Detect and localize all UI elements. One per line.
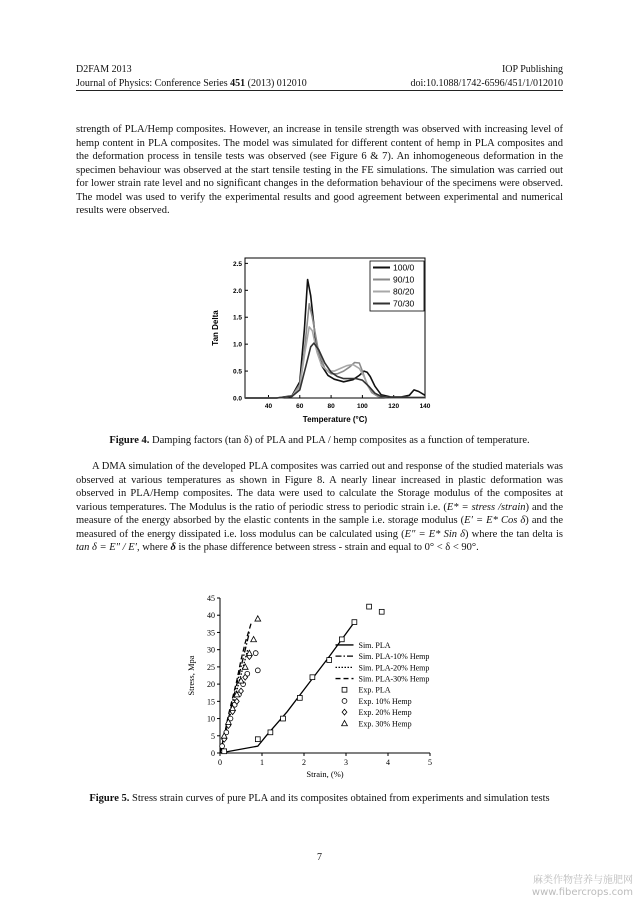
journal-citation xyxy=(76,77,307,90)
fig4-x-tick-label: 120 xyxy=(388,403,400,410)
page-number: 7 xyxy=(317,852,322,863)
fig5-marker-circle xyxy=(253,651,258,656)
watermark-line-2: www.fibercrops.com xyxy=(531,887,633,898)
fig4-legend-label: 80/20 xyxy=(393,286,415,297)
fig5-marker-circle xyxy=(255,668,260,673)
fig4-legend-label: 70/30 xyxy=(393,298,415,309)
fig5-legend-label: Sim. PLA-10% Hemp xyxy=(358,652,430,662)
figure-5-chart xyxy=(180,590,470,780)
p2-formula-complex-modulus: E* = stress /strain xyxy=(446,501,526,513)
fig4-y-tick-label: 1.0 xyxy=(232,341,242,349)
journal-year-article: (2013) 012010 xyxy=(245,78,307,89)
fig5-marker-square xyxy=(268,730,273,735)
journal-volume: 451 xyxy=(230,78,246,89)
fig5-marker-square xyxy=(255,737,260,742)
fig5-marker-circle xyxy=(342,699,347,704)
doi: doi:10.1088/1742-6596/451/1/012010 xyxy=(410,78,563,89)
fig5-legend-label: Sim. PLA xyxy=(358,640,391,650)
fig5-y-tick-label: 20 xyxy=(207,680,215,690)
fig4-legend-label: 90/10 xyxy=(393,274,415,285)
fig5-marker-triangle xyxy=(342,720,348,725)
journal-name: Journal of Physics: Conference Series xyxy=(76,78,231,89)
fig5-y-tick-label: 45 xyxy=(207,594,215,603)
p2-text-2: ) and the measure of the energy absorbed by the elastic contents in the sample i.e. storage modulus ( xyxy=(76,501,563,526)
p2-text-1: A DMA simulation of the developed PLA composites was carried out and response of the studied materials was observed at various temperatures as shown in Figure 8. A nearly linear increased in plastic deformation was observed in PLA/Hemp composites. The data were used to calculate the Storage modulus of the composites at various temperatures. The Modulus is the ratio of periodic stress to periodic strain i.e. ( xyxy=(76,461,563,513)
publisher-name: IOP Publishing xyxy=(501,64,563,75)
fig5-x-tick-label: 5 xyxy=(428,758,432,767)
fig4-legend-label: 100/0 xyxy=(393,262,415,273)
fig5-legend-label: Exp. 30% Hemp xyxy=(358,719,412,729)
fig5-legend-label: Exp. PLA xyxy=(358,685,391,695)
p2-text-4: ) where the tan delta is xyxy=(465,528,563,540)
figure-4-caption xyxy=(76,434,563,448)
fig4-series-line xyxy=(245,327,425,398)
fig5-marker-square xyxy=(342,687,347,692)
figure-5-caption xyxy=(76,792,563,806)
fig5-x-tick-label: 2 xyxy=(302,758,306,767)
fig5-x-tick-label: 0 xyxy=(218,758,222,767)
p2-text-3: ) and the measured of the energy dissipated i.e. loss modulus can be calculated using ( xyxy=(76,515,563,540)
fig4-y-tick-label: 0.0 xyxy=(232,395,242,403)
fig5-y-tick-label: 0 xyxy=(211,749,215,758)
body-paragraph-1: strength of PLA/Hemp composites. However, an increase in tensile strength was observed with increasing level of hemp content in PLA composites. The model was simulated for different content of hemp in PLA composites and the deformation process in tensile tests was observed (see Figure 6 & 7). An inhomogeneous deformation in the specimen behaviour was observed at the start tensile testing in the FE simulations. The simulation was carried out for lower strain rate level and no significant changes in the deformation behaviour of the specimens were observed. The model was used to verify the experimental results and good agreement between experimental and numerical results were observed. xyxy=(76,124,563,216)
fig5-series-line xyxy=(220,622,354,753)
fig4-x-axis-label: Temperature (°C) xyxy=(302,415,368,424)
fig4-y-tick-label: 2.0 xyxy=(232,287,242,295)
fig5-marker-square xyxy=(310,675,315,680)
fig4-y-tick-label: 1.5 xyxy=(232,314,242,322)
header-rule xyxy=(76,90,563,91)
fig5-y-axis-label: Stress, Mpa xyxy=(186,655,196,696)
fig5-x-tick-label: 3 xyxy=(344,758,348,767)
fig5-marker-square xyxy=(222,749,227,754)
fig5-y-tick-label: 30 xyxy=(207,645,215,655)
body-paragraph-2 xyxy=(76,460,563,555)
p2-formula-tan-delta: tan δ = E″ / E′ xyxy=(76,542,137,553)
fig5-x-tick-label: 1 xyxy=(260,758,264,767)
fig5-x-tick-label: 4 xyxy=(386,758,390,767)
p2-text-6: is the phase difference between stress - strain and equal to 0° < δ < 90°. xyxy=(175,542,479,553)
fig4-y-tick-label: 0.5 xyxy=(232,368,242,376)
fig5-y-tick-label: 25 xyxy=(207,662,215,672)
fig5-y-tick-label: 5 xyxy=(211,731,215,741)
fig4-x-tick-label: 100 xyxy=(356,403,368,410)
figure-4-caption-text: Damping factors (tan δ) of PLA and PLA / hemp composites as a function of temperature. xyxy=(149,435,530,446)
fig4-series-line xyxy=(245,304,425,398)
p2-formula-storage-modulus: E′ = E* Cos δ xyxy=(464,515,526,526)
fig5-marker-square xyxy=(379,609,384,614)
fig5-legend-label: Sim. PLA-30% Hemp xyxy=(358,674,430,684)
fig5-y-tick-label: 10 xyxy=(207,714,215,724)
fig5-legend-label: Sim. PLA-20% Hemp xyxy=(358,663,430,673)
figure-4-label: Figure 4. xyxy=(109,435,150,446)
fig5-y-tick-label: 40 xyxy=(207,611,215,621)
fig5-marker-triangle xyxy=(255,616,261,621)
p2-text-5: , where xyxy=(136,542,171,553)
watermark xyxy=(532,875,633,899)
fig4-x-tick-label: 60 xyxy=(296,403,304,410)
fig5-y-tick-label: 35 xyxy=(207,628,215,638)
fig5-marker-diamond xyxy=(342,709,347,715)
fig4-y-tick-label: 2.5 xyxy=(232,260,242,268)
fig5-marker-square xyxy=(367,604,372,609)
fig5-marker-triangle xyxy=(251,636,257,641)
fig4-x-tick-label: 80 xyxy=(327,403,335,410)
fig5-marker-square xyxy=(352,620,357,625)
conference-name: D2FAM 2013 xyxy=(76,64,132,75)
fig5-marker-square xyxy=(339,637,344,642)
figure-4-chart xyxy=(200,248,440,428)
p2-delta-symbol: δ xyxy=(170,542,176,553)
fig5-marker-square xyxy=(327,658,332,663)
fig5-legend-label: Exp. 10% Hemp xyxy=(358,696,412,706)
figure-5-label: Figure 5. xyxy=(89,793,130,804)
p2-formula-loss-modulus: E″ = E* Sin δ xyxy=(404,528,466,540)
fig5-legend-label: Exp. 20% Hemp xyxy=(358,708,412,718)
fig4-x-tick-label: 140 xyxy=(419,403,431,410)
fig5-marker-square xyxy=(281,716,286,721)
fig4-x-tick-label: 40 xyxy=(264,403,273,410)
figure-5-caption-text: Stress strain curves of pure PLA and its composites obtained from experiments and simulation tests xyxy=(129,793,550,804)
watermark-line-1: 麻类作物营养与施肥网 xyxy=(533,875,633,886)
fig5-y-tick-label: 15 xyxy=(207,697,215,707)
fig5-x-axis-label: Strain, (%) xyxy=(306,769,344,779)
fig4-y-axis-label: Tan Delta xyxy=(211,310,220,346)
fig5-marker-square xyxy=(297,695,302,700)
fig5-marker-circle xyxy=(220,744,225,749)
